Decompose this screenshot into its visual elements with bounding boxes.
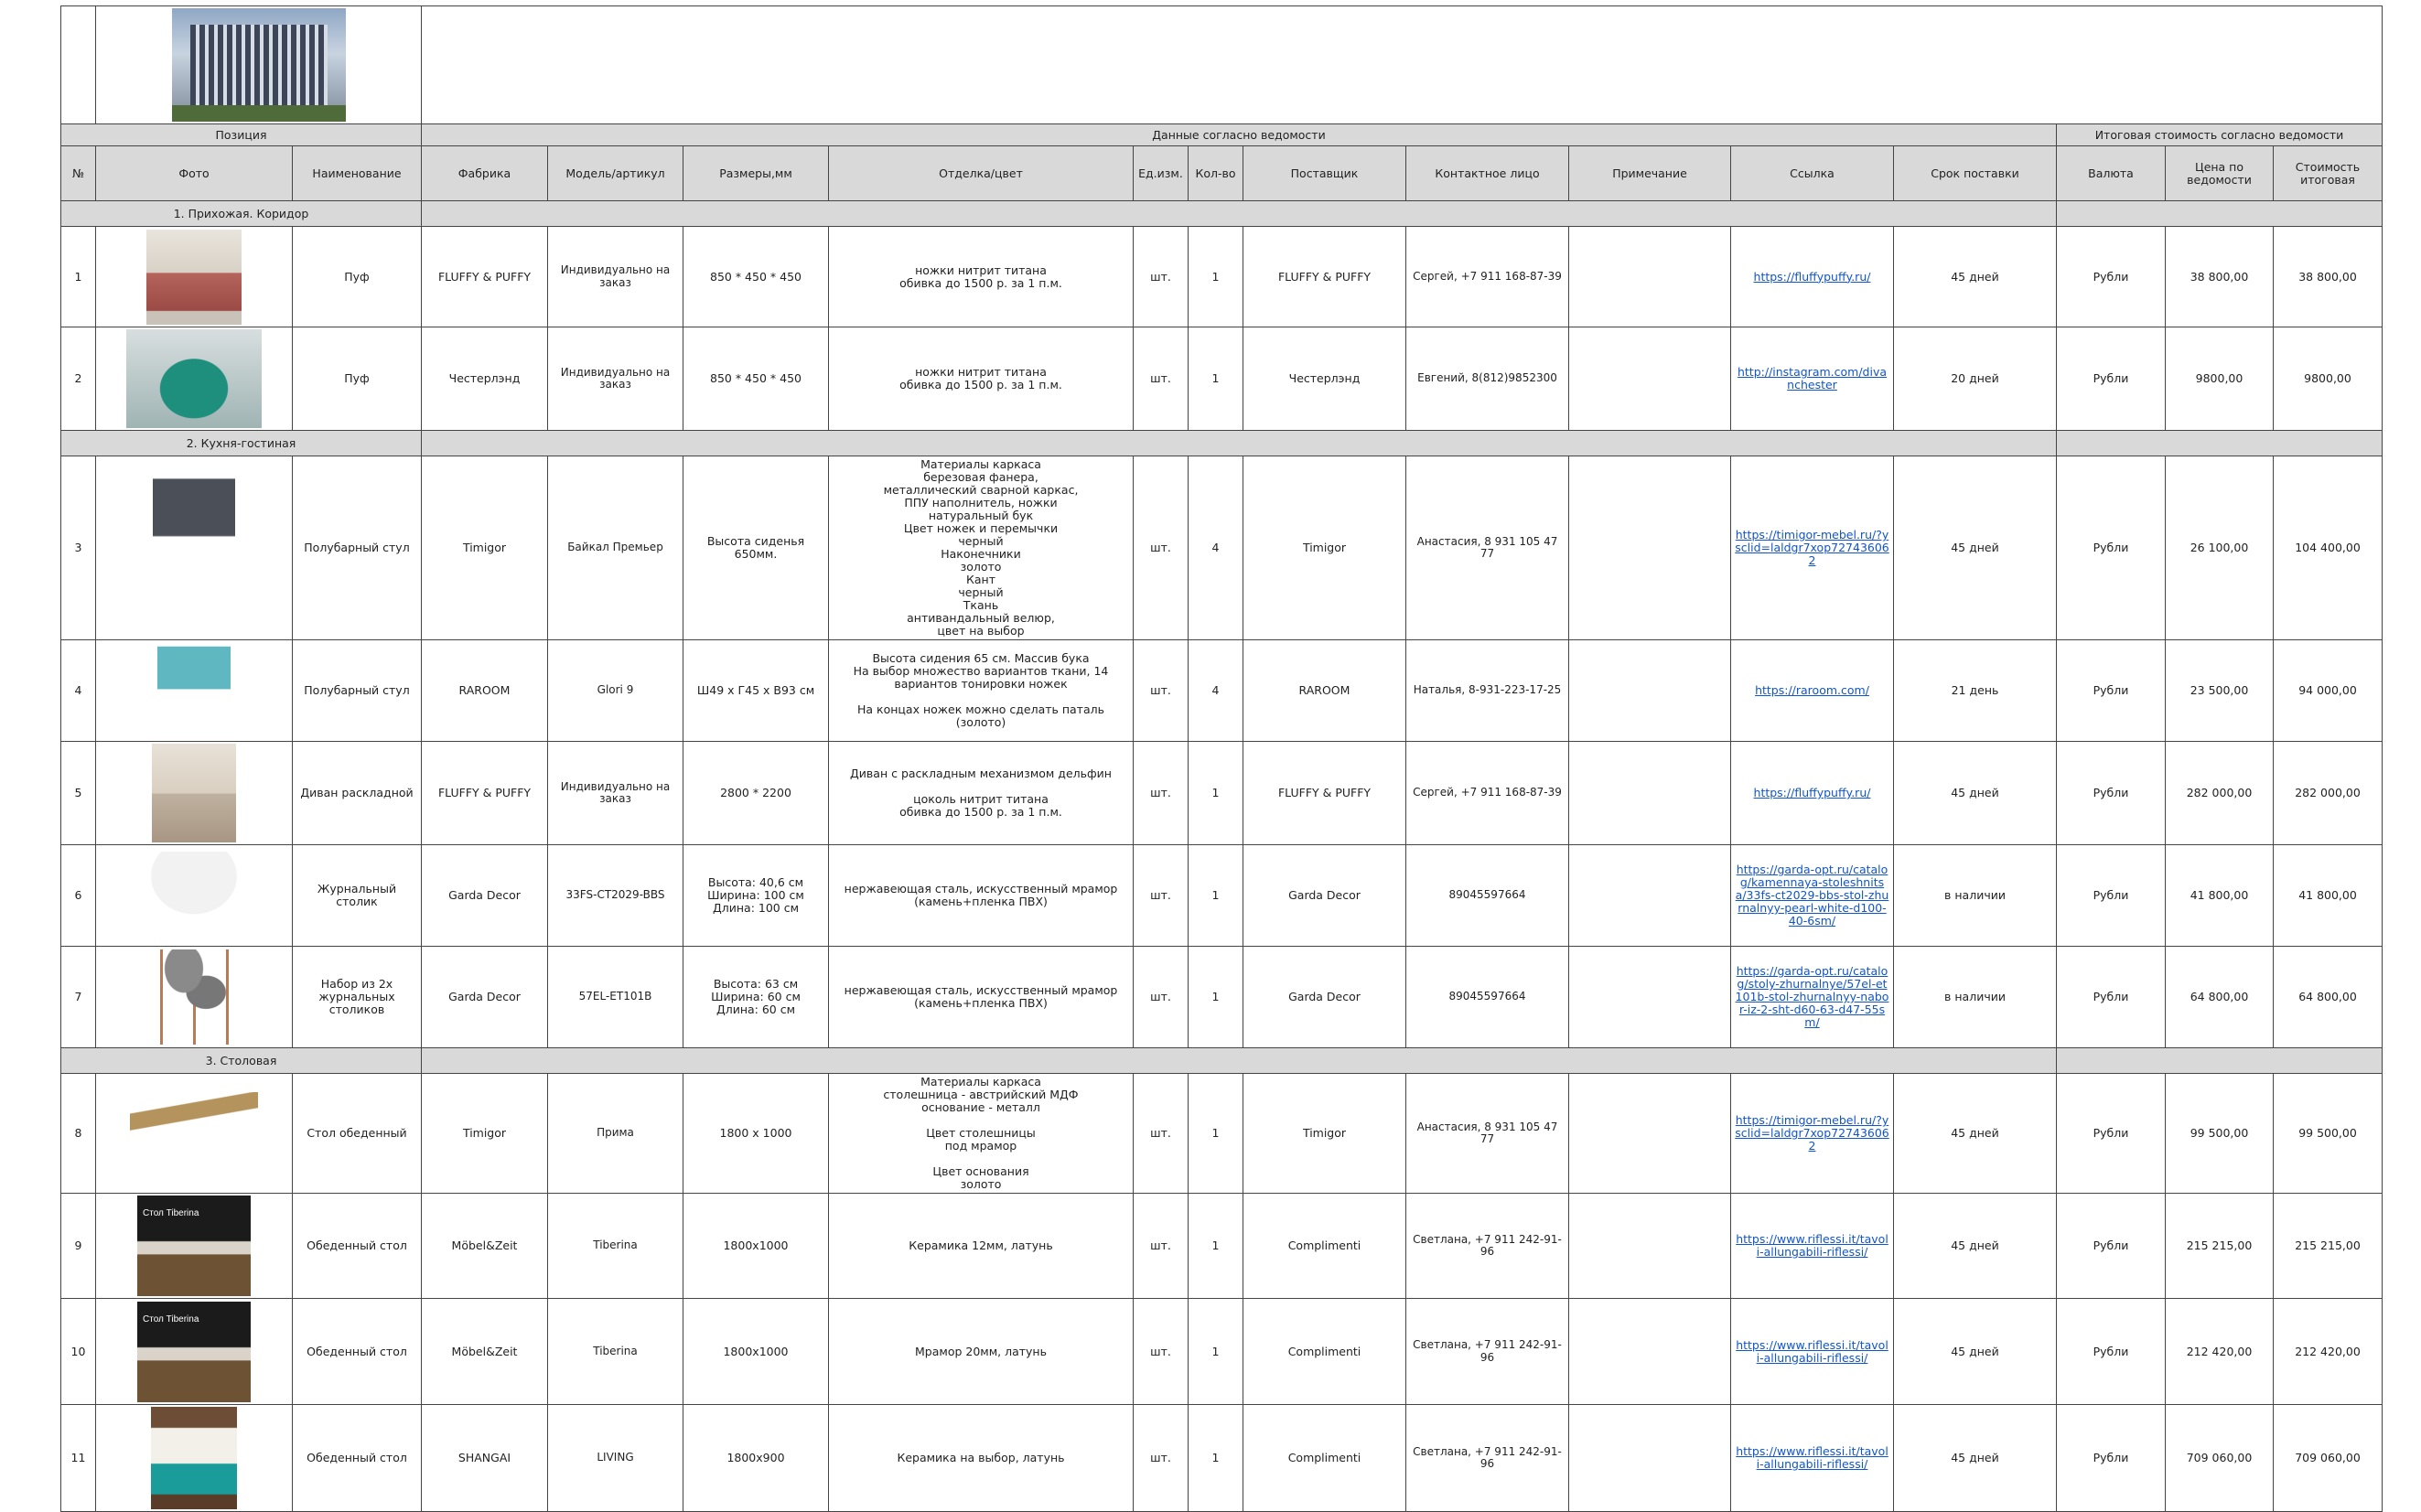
- cell-delivery: 21 день: [1894, 640, 2057, 742]
- cell-model: LIVING: [548, 1405, 683, 1512]
- section-blank: [422, 431, 2057, 456]
- cell-link: [1731, 640, 1894, 742]
- product-link[interactable]: https://fluffypuffy.ru/: [1753, 786, 1871, 799]
- col-photo: Фото: [96, 146, 293, 201]
- col-note: Примечание: [1569, 146, 1731, 201]
- col-name: Наименование: [293, 146, 422, 201]
- cell-currency: Рубли: [2057, 845, 2166, 947]
- photo-cell: [96, 640, 293, 742]
- cell-unit: шт.: [1134, 1074, 1189, 1194]
- section-blank-total: [2057, 431, 2383, 456]
- project-header-row: [61, 6, 2383, 124]
- cell-name: Обеденный стол: [293, 1405, 422, 1512]
- row-number: 6: [61, 845, 96, 947]
- cell-contact: Светлана, +7 911 242-91-96: [1406, 1299, 1569, 1405]
- table-row: [61, 327, 2383, 431]
- cell-unit: шт.: [1134, 456, 1189, 640]
- cell-supplier: Garda Decor: [1243, 947, 1406, 1048]
- col-factory: Фабрика: [422, 146, 548, 201]
- photo-cell: [96, 1074, 293, 1194]
- product-photo: [144, 949, 244, 1045]
- cell-factory: Честерлэнд: [422, 327, 548, 431]
- table-row: [61, 845, 2383, 947]
- photo-cell: [96, 1194, 293, 1299]
- cell-price: 9800,00: [2166, 327, 2274, 431]
- photo-cell: [96, 742, 293, 845]
- cell-size: Ш49 х Г45 х В93 см: [683, 640, 829, 742]
- col-contact: Контактное лицо: [1406, 146, 1569, 201]
- cell-qty: 1: [1189, 742, 1243, 845]
- cell-cost: 282 000,00: [2274, 742, 2383, 845]
- table-row: [61, 1074, 2383, 1194]
- cell-name: Диван раскладной: [293, 742, 422, 845]
- photo-cell: [96, 1405, 293, 1512]
- cell-qty: 1: [1189, 1299, 1243, 1405]
- cell-delivery: 45 дней: [1894, 1074, 2057, 1194]
- cell-contact: Светлана, +7 911 242-91-96: [1406, 1194, 1569, 1299]
- cell-link: [1731, 845, 1894, 947]
- cell-delivery: 45 дней: [1894, 742, 2057, 845]
- cell-size: Высота сиденья 650мм.: [683, 456, 829, 640]
- column-header-row: [61, 146, 2383, 201]
- cell-name: Пуф: [293, 227, 422, 327]
- cell-cost: 104 400,00: [2274, 456, 2383, 640]
- cell-link: [1731, 1074, 1894, 1194]
- product-link[interactable]: https://timigor-mebel.ru/?ysclid=laldgr7xop727436062: [1735, 1113, 1889, 1153]
- row-number: 9: [61, 1194, 96, 1299]
- cell-price: 23 500,00: [2166, 640, 2274, 742]
- cell-note: [1569, 327, 1731, 431]
- cell-supplier: Честерлэнд: [1243, 327, 1406, 431]
- cell-model: Tiberina: [548, 1299, 683, 1405]
- cell-size: 850 * 450 * 450: [683, 327, 829, 431]
- section-row: [61, 201, 2383, 227]
- cell-unit: шт.: [1134, 947, 1189, 1048]
- cell-factory: SHANGAI: [422, 1405, 548, 1512]
- cell-price: 709 060,00: [2166, 1405, 2274, 1512]
- project-image-cell: [96, 6, 422, 124]
- cell-note: [1569, 1299, 1731, 1405]
- cell-finish: ножки нитрит титана обивка до 1500 р. за 1 п.м.: [829, 327, 1134, 431]
- cell-qty: 4: [1189, 456, 1243, 640]
- row-number: 7: [61, 947, 96, 1048]
- product-link[interactable]: https://garda-opt.ru/catalog/kamennaya-stoleshnitsa/33fs-ct2029-bbs-stol-zhurnalnyy-pearl-white-d100-40-6sm/: [1735, 863, 1889, 928]
- cell-model: Прима: [548, 1074, 683, 1194]
- cell-note: [1569, 1074, 1731, 1194]
- cell-unit: шт.: [1134, 227, 1189, 327]
- cell-delivery: 45 дней: [1894, 456, 2057, 640]
- product-photo: [137, 1302, 251, 1402]
- cell-note: [1569, 227, 1731, 327]
- cell-note: [1569, 456, 1731, 640]
- cell-size: 1800х1000: [683, 1194, 829, 1299]
- cell-model: 33FS-CT2029-BBS: [548, 845, 683, 947]
- row-number: 11: [61, 1405, 96, 1512]
- col-link: Ссылка: [1731, 146, 1894, 201]
- cell-cost: 212 420,00: [2274, 1299, 2383, 1405]
- cell-unit: шт.: [1134, 1405, 1189, 1512]
- col-size: Размеры,мм: [683, 146, 829, 201]
- photo-cell: [96, 845, 293, 947]
- cell-contact: Евгений, 8(812)9852300: [1406, 327, 1569, 431]
- cell-currency: Рубли: [2057, 227, 2166, 327]
- section-row: [61, 1048, 2383, 1074]
- cell-supplier: FLUFFY & PUFFY: [1243, 742, 1406, 845]
- cell-supplier: RAROOM: [1243, 640, 1406, 742]
- specification-table: [60, 5, 2383, 1512]
- table-row: [61, 742, 2383, 845]
- cell-factory: Möbel&Zeit: [422, 1194, 548, 1299]
- cell-currency: Рубли: [2057, 1074, 2166, 1194]
- cell-currency: Рубли: [2057, 1299, 2166, 1405]
- cell-finish: нержавеющая сталь, искусственный мрамор (камень+пленка ПВХ): [829, 947, 1134, 1048]
- cell-unit: шт.: [1134, 327, 1189, 431]
- cell-link: [1731, 1299, 1894, 1405]
- cell-factory: Timigor: [422, 456, 548, 640]
- cell-price: 282 000,00: [2166, 742, 2274, 845]
- cell-name: Пуф: [293, 327, 422, 431]
- cell-cost: 709 060,00: [2274, 1405, 2383, 1512]
- cell-model: Индивидуально на заказ: [548, 227, 683, 327]
- cell-link: [1731, 456, 1894, 640]
- cell-note: [1569, 845, 1731, 947]
- row-number: 1: [61, 227, 96, 327]
- cell-currency: Рубли: [2057, 742, 2166, 845]
- photo-caption: Стол Tiberina: [143, 1208, 199, 1218]
- cell-finish: Керамика на выбор, латунь: [829, 1405, 1134, 1512]
- cell-factory: Garda Decor: [422, 845, 548, 947]
- cell-supplier: FLUFFY & PUFFY: [1243, 227, 1406, 327]
- cell-unit: шт.: [1134, 1299, 1189, 1405]
- photo-cell: [96, 227, 293, 327]
- product-photo: [152, 744, 236, 842]
- col-finish: Отделка/цвет: [829, 146, 1134, 201]
- cell-link: [1731, 227, 1894, 327]
- cell-price: 212 420,00: [2166, 1299, 2274, 1405]
- cell-model: Tiberina: [548, 1194, 683, 1299]
- section-blank-total: [2057, 1048, 2383, 1074]
- product-link[interactable]: http://instagram.com/divanchester: [1737, 365, 1888, 391]
- cell-price: 99 500,00: [2166, 1074, 2274, 1194]
- cell-size: 2800 * 2200: [683, 742, 829, 845]
- cell-factory: FLUFFY & PUFFY: [422, 227, 548, 327]
- cell-price: 215 215,00: [2166, 1194, 2274, 1299]
- cell-currency: Рубли: [2057, 947, 2166, 1048]
- cell-size: 1800х1000: [683, 1299, 829, 1405]
- cell-supplier: Complimenti: [1243, 1299, 1406, 1405]
- cell-size: Высота: 40,6 см Ширина: 100 см Длина: 100 см: [683, 845, 829, 947]
- cell-cost: 64 800,00: [2274, 947, 2383, 1048]
- product-photo: [157, 642, 231, 739]
- cell-factory: Timigor: [422, 1074, 548, 1194]
- cell-unit: шт.: [1134, 845, 1189, 947]
- product-link[interactable]: https://garda-opt.ru/catalog/stoly-zhurnalnye/57el-et101b-stol-zhurnalnyy-nabor-iz-2-sht-d60-63-d47-55sm/: [1735, 964, 1889, 1029]
- cell-currency: Рубли: [2057, 1194, 2166, 1299]
- col-cost: Стоимость итоговая: [2274, 146, 2383, 201]
- cell-note: [1569, 742, 1731, 845]
- cell-factory: Garda Decor: [422, 947, 548, 1048]
- product-photo: [130, 1092, 258, 1174]
- section-title: 2. Кухня-гостиная: [61, 431, 422, 456]
- photo-cell: [96, 327, 293, 431]
- cell-unit: шт.: [1134, 1194, 1189, 1299]
- product-photo: [153, 470, 235, 626]
- cell-contact: Светлана, +7 911 242-91-96: [1406, 1405, 1569, 1512]
- cell-link: [1731, 1405, 1894, 1512]
- cell-name: Обеденный стол: [293, 1194, 422, 1299]
- col-supplier: Поставщик: [1243, 146, 1406, 201]
- section-title: 3. Столовая: [61, 1048, 422, 1074]
- project-header-blank: [422, 6, 2383, 124]
- product-link[interactable]: https://www.riflessi.it/tavoli-allungabili-riflessi/: [1736, 1444, 1888, 1471]
- photo-cell: [96, 456, 293, 640]
- cell-note: [1569, 640, 1731, 742]
- cell-price: 38 800,00: [2166, 227, 2274, 327]
- cell-finish: нержавеющая сталь, искусственный мрамор (камень+пленка ПВХ): [829, 845, 1134, 947]
- section-blank: [422, 201, 2057, 227]
- table-row: [61, 1405, 2383, 1512]
- cell-factory: FLUFFY & PUFFY: [422, 742, 548, 845]
- cell-delivery: 45 дней: [1894, 227, 2057, 327]
- cell-note: [1569, 1194, 1731, 1299]
- cell-supplier: Complimenti: [1243, 1194, 1406, 1299]
- row-number: 8: [61, 1074, 96, 1194]
- cell-note: [1569, 947, 1731, 1048]
- table-row: [61, 456, 2383, 640]
- photo-cell: [96, 947, 293, 1048]
- col-num: №: [61, 146, 96, 201]
- table-row: [61, 227, 2383, 327]
- cell-contact: Наталья, 8-931-223-17-25: [1406, 640, 1569, 742]
- cell-model: Glori 9: [548, 640, 683, 742]
- cell-supplier: Complimenti: [1243, 1405, 1406, 1512]
- cell-factory: RAROOM: [422, 640, 548, 742]
- cell-name: Полубарный стул: [293, 456, 422, 640]
- cell-contact: 89045597664: [1406, 947, 1569, 1048]
- col-unit: Ед.изм.: [1134, 146, 1189, 201]
- product-photo: [151, 1407, 237, 1509]
- cell-model: Индивидуально на заказ: [548, 327, 683, 431]
- cell-cost: 41 800,00: [2274, 845, 2383, 947]
- table-row: [61, 947, 2383, 1048]
- cell-price: 64 800,00: [2166, 947, 2274, 1048]
- cell-supplier: Garda Decor: [1243, 845, 1406, 947]
- product-link[interactable]: https://timigor-mebel.ru/?ysclid=laldgr7xop727436062: [1735, 528, 1889, 567]
- cell-qty: 4: [1189, 640, 1243, 742]
- cell-link: [1731, 742, 1894, 845]
- col-qty: Кол-во: [1189, 146, 1243, 201]
- section-row: [61, 431, 2383, 456]
- cell-supplier: Timigor: [1243, 1074, 1406, 1194]
- cell-qty: 1: [1189, 845, 1243, 947]
- cell-name: Набор из 2х журнальных столиков: [293, 947, 422, 1048]
- product-link[interactable]: https://raroom.com/: [1755, 683, 1869, 697]
- cell-finish: Керамика 12мм, латунь: [829, 1194, 1134, 1299]
- cell-delivery: 45 дней: [1894, 1405, 2057, 1512]
- cell-currency: Рубли: [2057, 327, 2166, 431]
- cell-currency: Рубли: [2057, 1405, 2166, 1512]
- cell-qty: 1: [1189, 947, 1243, 1048]
- cell-link: [1731, 947, 1894, 1048]
- product-link[interactable]: https://www.riflessi.it/tavoli-allungabili-riflessi/: [1736, 1337, 1888, 1365]
- cell-contact: 89045597664: [1406, 845, 1569, 947]
- building-image: [172, 8, 346, 122]
- group-data: Данные согласно ведомости: [422, 124, 2057, 146]
- cell-finish: ножки нитрит титана обивка до 1500 р. за 1 п.м.: [829, 227, 1134, 327]
- group-header-row: [61, 124, 2383, 146]
- cell-link: [1731, 1194, 1894, 1299]
- col-model: Модель/артикул: [548, 146, 683, 201]
- cell-qty: 1: [1189, 327, 1243, 431]
- cell-cost: 99 500,00: [2274, 1074, 2383, 1194]
- cell-model: 57EL-ET101B: [548, 947, 683, 1048]
- cell-delivery: 45 дней: [1894, 1299, 2057, 1405]
- table-row: [61, 1194, 2383, 1299]
- cell-qty: 1: [1189, 227, 1243, 327]
- cell-contact: Сергей, +7 911 168-87-39: [1406, 742, 1569, 845]
- cell-cost: 9800,00: [2274, 327, 2383, 431]
- product-link[interactable]: https://www.riflessi.it/tavoli-allungabili-riflessi/: [1736, 1232, 1888, 1259]
- cell-contact: Анастасия, 8 931 105 47 77: [1406, 456, 1569, 640]
- cell-delivery: в наличии: [1894, 947, 2057, 1048]
- cell-model: Индивидуально на заказ: [548, 742, 683, 845]
- product-link[interactable]: https://fluffypuffy.ru/: [1753, 269, 1871, 284]
- row-number: 4: [61, 640, 96, 742]
- group-position: Позиция: [61, 124, 422, 146]
- cell-size: 850 * 450 * 450: [683, 227, 829, 327]
- cell-name: Обеденный стол: [293, 1299, 422, 1405]
- cell-cost: 94 000,00: [2274, 640, 2383, 742]
- cell-finish: Материалы каркаса березовая фанера, металлический сварной каркас, ППУ наполнитель, ножки натуральный бук Цвет ножек и перемычки черный Наконечники золото Кант черный Ткань антивандальный велюр, цвет на выбор: [829, 456, 1134, 640]
- group-total: Итоговая стоимость согласно ведомости: [2057, 124, 2383, 146]
- col-price: Цена по ведомости: [2166, 146, 2274, 201]
- cell-link: [1731, 327, 1894, 431]
- cell-qty: 1: [1189, 1074, 1243, 1194]
- cell-finish: Мрамор 20мм, латунь: [829, 1299, 1134, 1405]
- section-title: 1. Прихожая. Коридор: [61, 201, 422, 227]
- product-photo: [137, 1196, 251, 1296]
- cell-size: 1800х900: [683, 1405, 829, 1512]
- cell-size: Высота: 63 см Ширина: 60 см Длина: 60 см: [683, 947, 829, 1048]
- cell-qty: 1: [1189, 1405, 1243, 1512]
- cell-cost: 38 800,00: [2274, 227, 2383, 327]
- cell-finish: Высота сидения 65 см. Массив бука На выбор множество вариантов ткани, 14 вариантов тонировки ножек На концах ножек можно сделать паталь (золото): [829, 640, 1134, 742]
- cell-supplier: Timigor: [1243, 456, 1406, 640]
- table-row: [61, 640, 2383, 742]
- cell-cost: 215 215,00: [2274, 1194, 2383, 1299]
- cell-currency: Рубли: [2057, 456, 2166, 640]
- cell-delivery: 20 дней: [1894, 327, 2057, 431]
- cell-contact: Анастасия, 8 931 105 47 77: [1406, 1074, 1569, 1194]
- section-blank-total: [2057, 201, 2383, 227]
- cell-contact: Сергей, +7 911 168-87-39: [1406, 227, 1569, 327]
- photo-caption: Стол Tiberina: [143, 1314, 199, 1324]
- cell-price: 26 100,00: [2166, 456, 2274, 640]
- col-delivery: Срок поставки: [1894, 146, 2057, 201]
- product-photo: [126, 329, 262, 428]
- table-row: [61, 1299, 2383, 1405]
- row-number: 2: [61, 327, 96, 431]
- row-number: 5: [61, 742, 96, 845]
- section-blank: [422, 1048, 2057, 1074]
- cell-delivery: 45 дней: [1894, 1194, 2057, 1299]
- col-currency: Валюта: [2057, 146, 2166, 201]
- cell-name: Стол обеденный: [293, 1074, 422, 1194]
- cell-price: 41 800,00: [2166, 845, 2274, 947]
- row-number: 10: [61, 1299, 96, 1405]
- cell-factory: Möbel&Zeit: [422, 1299, 548, 1405]
- cell-model: Байкал Премьер: [548, 456, 683, 640]
- cell-delivery: в наличии: [1894, 845, 2057, 947]
- cell-finish: Диван с раскладным механизмом дельфин цоколь нитрит титана обивка до 1500 р. за 1 п.м.: [829, 742, 1134, 845]
- product-photo: [123, 852, 265, 939]
- row-number: 3: [61, 456, 96, 640]
- photo-cell: [96, 1299, 293, 1405]
- cell-finish: Материалы каркаса столешница - австрийский МДФ основание - металл Цвет столешницы под мрамор Цвет основания золото: [829, 1074, 1134, 1194]
- cell-size: 1800 х 1000: [683, 1074, 829, 1194]
- cell-currency: Рубли: [2057, 640, 2166, 742]
- cell-name: Журнальный столик: [293, 845, 422, 947]
- cell-unit: шт.: [1134, 742, 1189, 845]
- cell-qty: 1: [1189, 1194, 1243, 1299]
- product-photo: [146, 230, 242, 325]
- cell-unit: шт.: [1134, 640, 1189, 742]
- cell-note: [1569, 1405, 1731, 1512]
- cell-name: Полубарный стул: [293, 640, 422, 742]
